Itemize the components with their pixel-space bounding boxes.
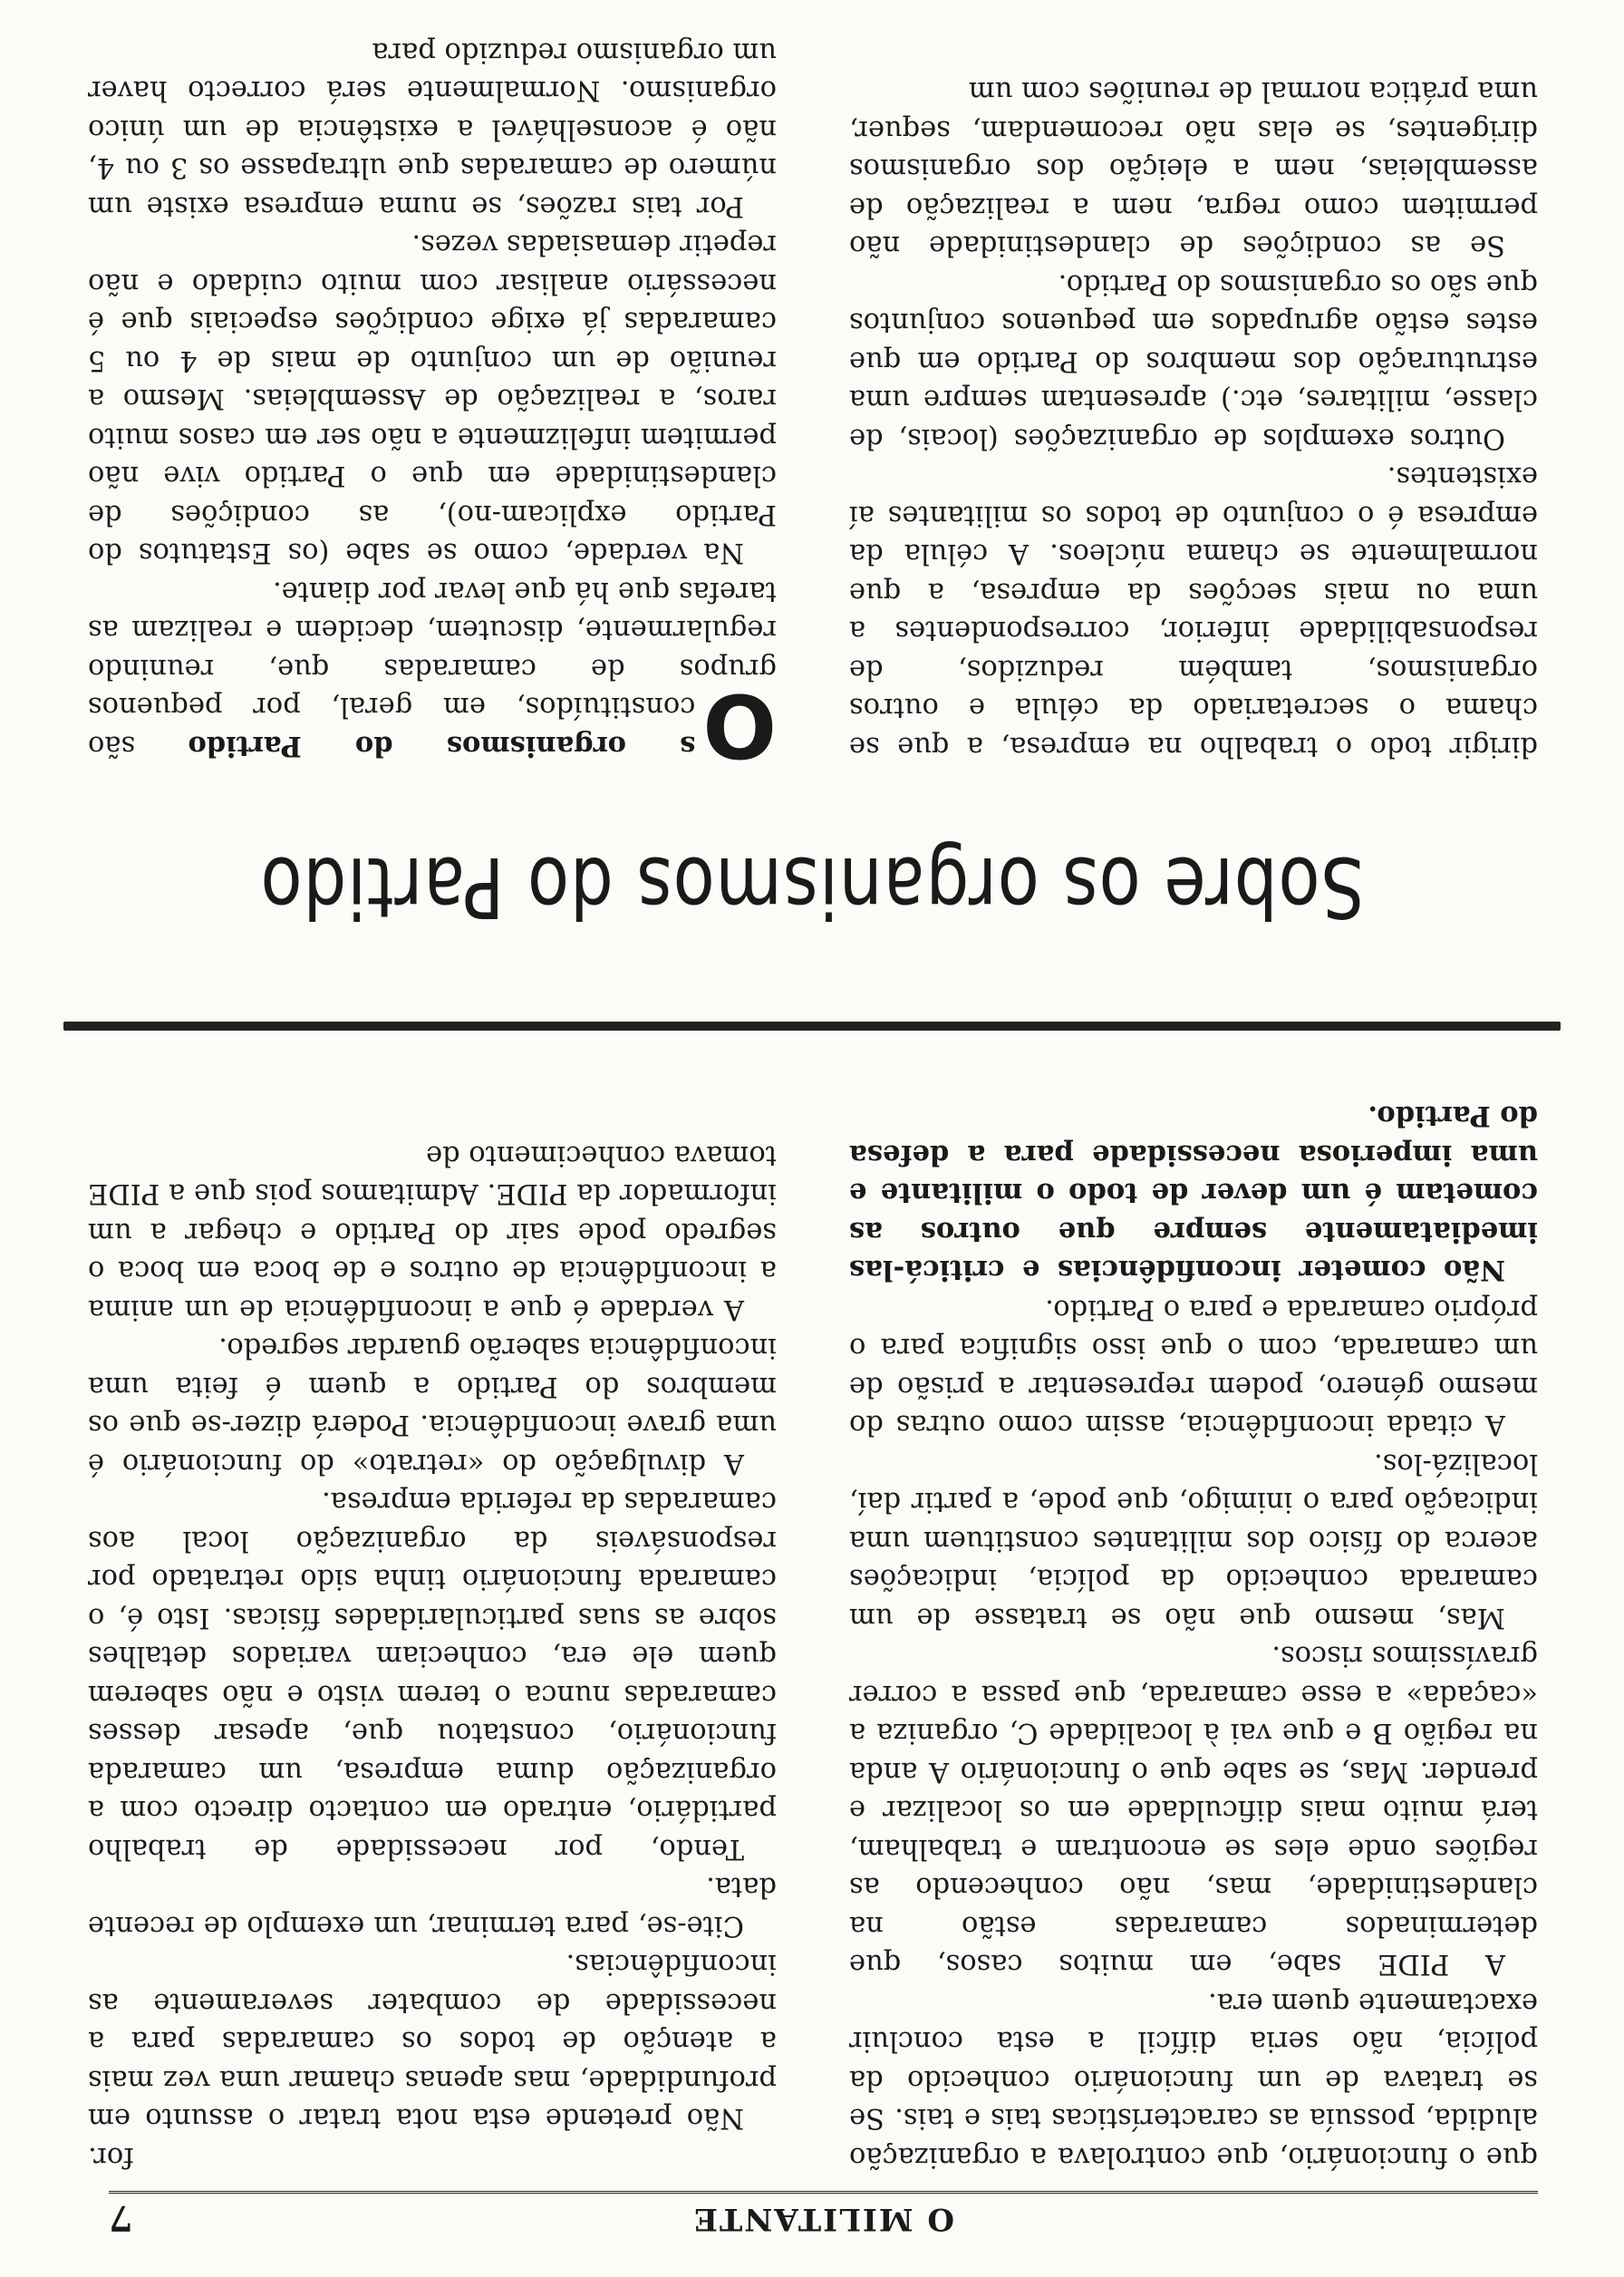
drop-cap: O	[702, 674, 777, 776]
paragraph-bold-conclusion: Não cometer inconfidências e criticá-las imediatamente sempre que outros as cometam é um dever de todo o militante e uma imperiosa necessidade para a defesa do Partido.	[849, 1100, 1538, 1287]
paragraph: A divulgação do «retrato» do funcionário é uma grave inconfidência. Poderá dizer-se que os membros do Partido a quem é feita uma inconfidência saberão guardar segredo.	[88, 1332, 777, 1479]
paragraph: Tendo, por necessidade de trabalho partidário, entrado em contacto directo com a organização duma empresa, um camarada funcionário, constatou que, apesar desses camaradas nunca o terem visto e não saberem quem ele era, conheciam variados detalhes sobre as suas particularidades físicas. Isto é, o camarada funcionário tinha sido retratado por responsáveis da organização local aos camaradas da referida empresa.	[88, 1486, 777, 1865]
section-divider	[63, 1022, 1561, 1031]
page-header	[109, 2191, 1538, 2244]
lead-bold: s organismos do Partido	[188, 730, 696, 762]
paragraph: Cite-se, para terminar, um exemplo de recente data.	[88, 1871, 777, 1942]
paragraph: for.	[88, 2141, 134, 2173]
paragraph: dirigir todo o trabalho na empresa, a que se chama o secretariado da célula e outros organismos, também reduzidos, de responsabilidade inferior, correspondentes a uma ou mais secções da empresa, a que normalmente se chama núcleos. A célula da empresa é o conjunto de todos os militantes aí existentes.	[849, 460, 1538, 762]
lead-text: são constituídos, em geral, por pequenos grupos de camaradas que, reunindo regularmente, discutem, decidem e realizam as tarefas que há que levar por diante.	[88, 576, 777, 761]
paragraph: Não pretende esta nota tratar o assunto em profundidade, mas apenas chamar uma vez mais a atenção de todos os camaradas para a necessidade de combater severamente as inconfidências.	[88, 1948, 777, 2135]
paragraph: que o funcionário, que controlava a organização aludida, possuía as características tais e tais. Se se tratava de um funcionário conhecido da polícia, não seria difícil a esta concluir exactamente quem era.	[849, 1987, 1538, 2173]
article-left-column	[849, 72, 1538, 765]
page-number: 7	[109, 2198, 133, 2240]
upper-right-column	[88, 1136, 777, 2176]
paragraph: Se as condições de clandestinidade não permitem como regra, nem a realização de assembleias, nem a eleição dos organismos dirigentes, se elas não recomendam, sequer, uma prática normal de reuniões com um	[849, 75, 1538, 262]
paragraph: A citada inconfidência, assim como outras do mesmo género, podem representar a prisão de um camarada, com o que isso significa para o próprio camarada e para o Partido.	[849, 1294, 1538, 1441]
lead-paragraph	[88, 572, 777, 776]
article-title: Sobre os organismos do Partido	[259, 838, 1365, 935]
paragraph: Por tais razões, se numa empresa existe um número de camaradas que ultrapasse os 3 ou 4, não é aconselhável a existência de um único organismo. Normalmente será correcto haver um organismo reduzido para	[88, 36, 777, 222]
paragraph: Mas, mesmo que não se tratasse de um camarada conhecido da polícia, indicações acerca do físico dos militantes constituem uma indicação para o inimigo, que pode, a partir daí, localizá-los.	[849, 1448, 1538, 1633]
upper-left-column	[849, 1097, 1538, 2175]
paragraph: Na verdade, como se sabe (os Estatutos do Partido explicam-no), as condições de clandestinidade em que o Partido vive não permitem infelizmente a não ser em casos muito raros, a realização de Assembleias. Mesmo a reunião de um conjunto de mais de 4 ou 5 camaradas já exige condições especiais que é necessário analisar com muito cuidado e não repetir demasiadas vezes.	[88, 228, 777, 569]
paragraph: A verdade é que a inconfidência de um anima a inconfidência de outros e de boca em boca o segredo pode sair do Partido e chegar a um informador da PIDE. Admitamos pois que a PIDE tomava conhecimento de	[88, 1139, 777, 1325]
paragraph: Outros exemplos de organizações (locais, de classe, militares, etc.) apresentam sempre uma estruturação dos membros do Partido em que estes estão agrupados em pequenos conjuntos que são os organismos do Partido.	[849, 268, 1538, 454]
publication-name: O MILITANTE	[692, 2201, 954, 2237]
paragraph: A PIDE sabe, em muitos casos, que determinados camaradas estão na clandestinidade, mas, não conhecendo as regiões onde eles se encontram e trabalham, terá muito mais dificuldade em os localizar e prender. Mas, se sabe que o funcionário A anda na região B e que vai à localidade C, organiza a «caçada» a esse camarada, que passa a correr gravíssimos riscos.	[849, 1640, 1538, 1981]
article-right-column	[88, 33, 777, 776]
